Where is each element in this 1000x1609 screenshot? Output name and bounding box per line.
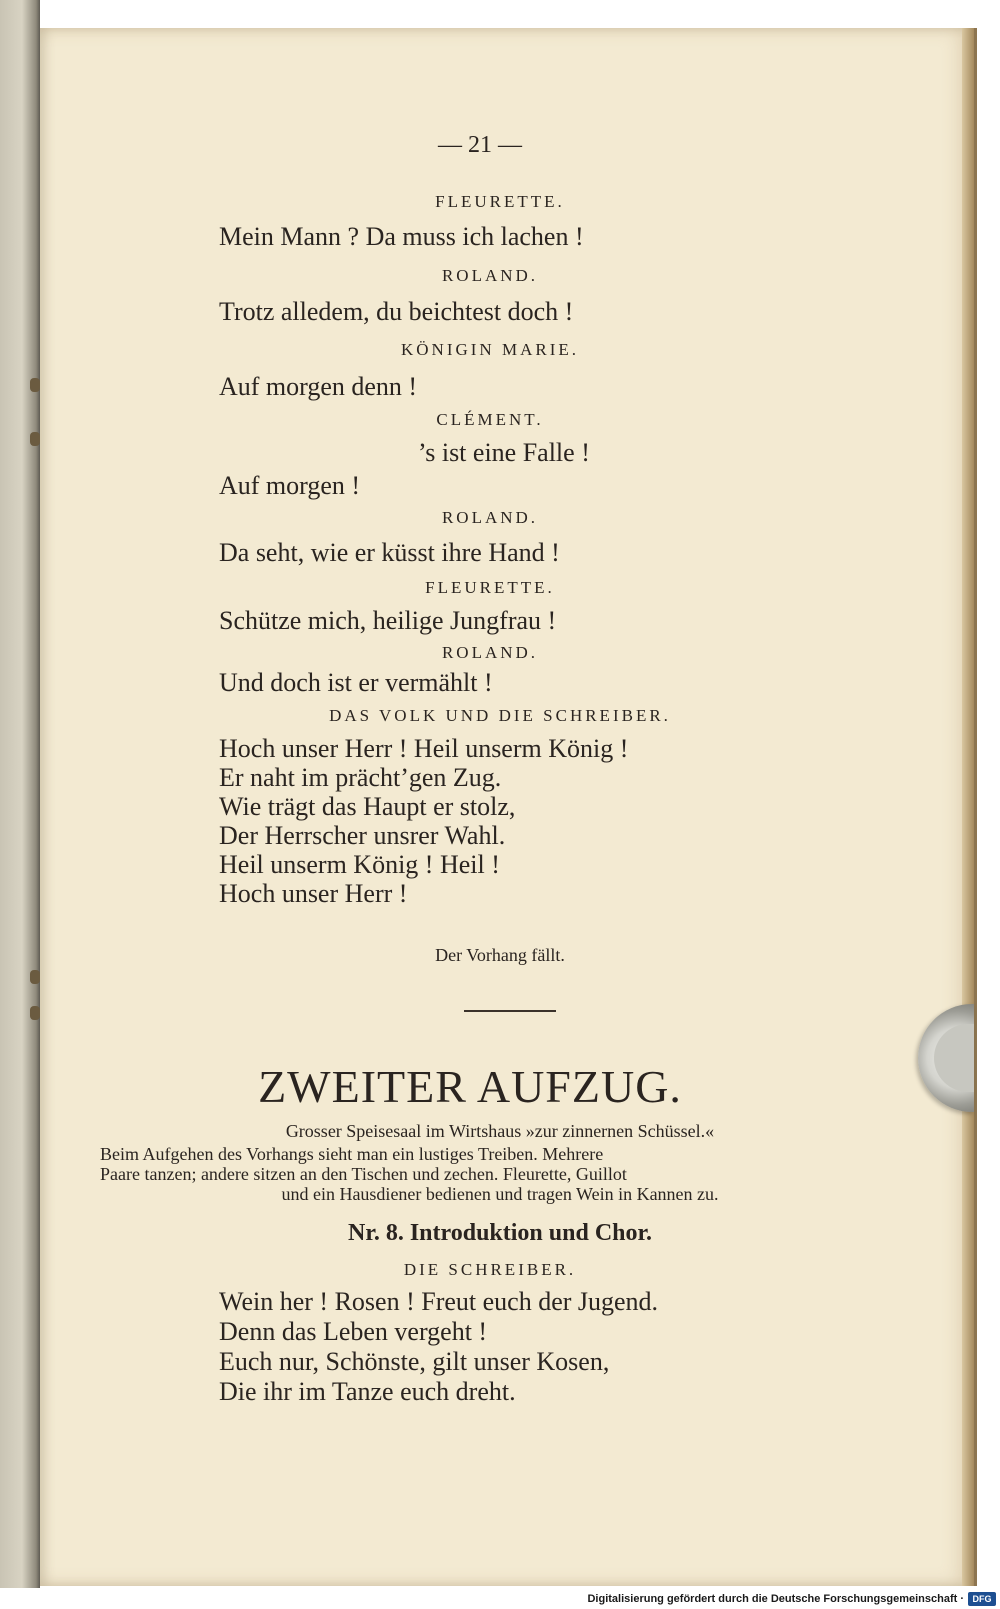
speaker-name: CLÉMENT. xyxy=(436,410,544,429)
scene-description-line: Beim Aufgehen des Vorhangs sieht man ein lustiges Treiben. Mehrere xyxy=(100,1144,604,1164)
verse-line: Und doch ist er vermählt ! xyxy=(219,668,493,697)
scene-description-line: Paare tanzen; andere sitzen an den Tischen und zechen. Fleurette, Guillot xyxy=(100,1164,627,1184)
book-board xyxy=(0,0,40,1588)
verse-line: Heil unserm König ! Heil ! xyxy=(219,850,500,879)
scene-description-line: und ein Hausdiener bedienen und tragen Wein in Kannen zu. xyxy=(281,1184,719,1204)
verse-line: ’s ist eine Falle ! xyxy=(418,438,590,467)
page-bump xyxy=(30,378,40,392)
digitization-footer xyxy=(0,1590,1000,1609)
verse-line: Trotz alledem, du beichtest doch ! xyxy=(219,297,574,326)
stage-direction: Der Vorhang fällt. xyxy=(435,945,565,965)
page-number: — 21 — xyxy=(438,132,522,158)
verse-line: Auf morgen ! xyxy=(219,471,361,500)
scene-location: Grosser Speisesaal im Wirtshaus »zur zinnernen Schüssel.« xyxy=(285,1121,715,1141)
speaker-name: ROLAND. xyxy=(441,643,539,662)
speaker-name: KÖNIGIN MARIE. xyxy=(401,340,579,359)
verse-line: Euch nur, Schönste, gilt unser Kosen, xyxy=(219,1347,610,1376)
verse-line: Hoch unser Herr ! Heil unserm König ! xyxy=(219,734,629,763)
verse-line: Schütze mich, heilige Jungfrau ! xyxy=(219,606,557,635)
act-title: ZWEITER AUFZUG. xyxy=(258,1061,682,1112)
verse-line: Wein her ! Rosen ! Freut euch der Jugend. xyxy=(219,1287,659,1316)
section-divider xyxy=(464,1010,556,1012)
page-edge xyxy=(962,28,974,1586)
page-bump xyxy=(30,970,40,984)
dfg-logo: DFG xyxy=(968,1592,996,1606)
verse-line: Auf morgen denn ! xyxy=(219,372,418,401)
verse-line: Mein Mann ? Da muss ich lachen ! xyxy=(219,222,584,251)
number-title: Nr. 8. Introduktion und Chor. xyxy=(348,1220,652,1246)
speaker-name: DAS VOLK UND DIE SCHREIBER. xyxy=(329,706,671,725)
speaker-name: ROLAND. xyxy=(441,508,539,527)
verse-line: Wie trägt das Haupt er stolz, xyxy=(219,792,516,821)
page-bump xyxy=(30,432,40,446)
verse-line: Er naht im prächt’gen Zug. xyxy=(219,763,502,792)
verse-line: Hoch unser Herr ! xyxy=(219,879,408,908)
verse-line: Die ihr im Tanze euch dreht. xyxy=(219,1377,516,1406)
footer-text: Digitalisierung gefördert durch die Deutsche Forschungsgemeinschaft · xyxy=(587,1593,964,1605)
page-bump xyxy=(30,1006,40,1020)
speaker-name: FLEURETTE. xyxy=(425,578,555,597)
verse-line: Da seht, wie er küsst ihre Hand ! xyxy=(219,538,560,567)
speaker-name: DIE SCHREIBER. xyxy=(403,1260,577,1279)
verse-line: Der Herrscher unsrer Wahl. xyxy=(219,821,506,850)
verse-line: Denn das Leben vergeht ! xyxy=(219,1317,488,1346)
speaker-name: ROLAND. xyxy=(441,266,539,285)
speaker-name: FLEURETTE. xyxy=(435,192,565,211)
